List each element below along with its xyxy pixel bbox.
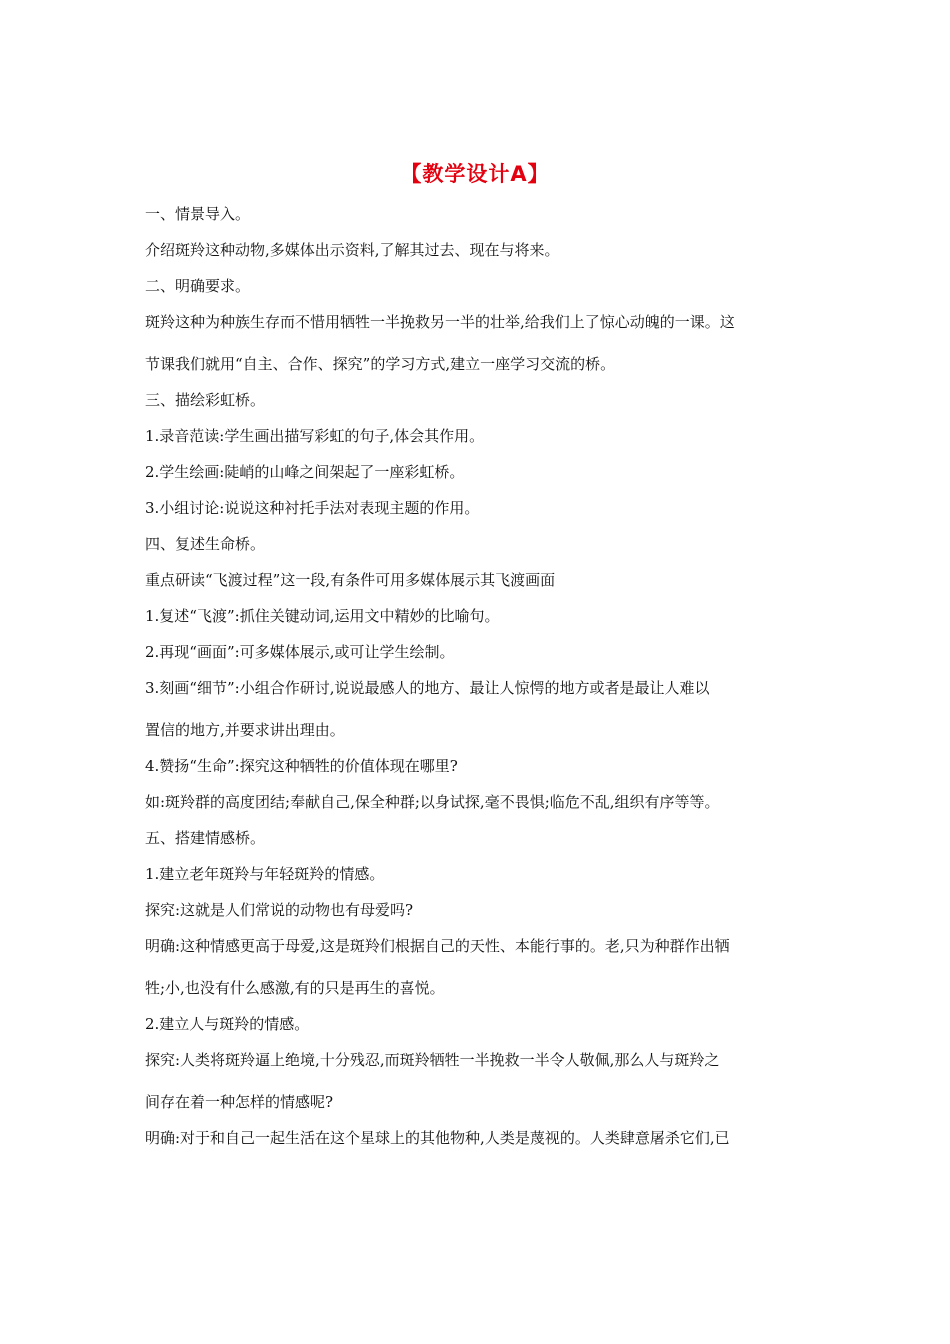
- paragraph: 五、搭建情感桥。: [145, 829, 266, 847]
- paragraph-line: 斑羚这种为种族生存而不惜用牺牲一半挽救另一半的壮举,给我们上了惊心动魄的一课。这: [145, 313, 735, 331]
- paragraph: 2.学生绘画:陡峭的山峰之间架起了一座彩虹桥。: [145, 463, 465, 481]
- paragraph: 四、复述生命桥。: [145, 535, 266, 553]
- paragraph: 1.复述“飞渡”:抓住关键动词,运用文中精妙的比喻句。: [145, 607, 500, 625]
- paragraph-line: 明确:这种情感更高于母爱,这是斑羚们根据自己的天性、本能行事的。老,只为种群作出牺: [145, 937, 730, 955]
- paragraph: 探究:这就是人们常说的动物也有母爱吗?: [145, 901, 414, 919]
- document-title: 【教学设计A】: [400, 162, 550, 186]
- paragraph: 三、描绘彩虹桥。: [145, 391, 266, 409]
- paragraph-line: 牲;小,也没有什么感激,有的只是再生的喜悦。: [145, 979, 445, 997]
- paragraph: 1.建立老年斑羚与年轻斑羚的情感。: [145, 865, 385, 883]
- paragraph: 一、情景导入。: [145, 205, 251, 223]
- paragraph: 2.再现“画面”:可多媒体展示,或可让学生绘制。: [145, 643, 455, 661]
- paragraph-line: 置信的地方,并要求讲出理由。: [145, 721, 345, 739]
- paragraph-line: 节课我们就用“自主、合作、探究”的学习方式,建立一座学习交流的桥。: [145, 355, 616, 373]
- paragraph: 3.小组讨论:说说这种衬托手法对表现主题的作用。: [145, 499, 480, 517]
- paragraph-line: 间存在着一种怎样的情感呢?: [145, 1093, 334, 1111]
- paragraph: [145, 1042, 815, 1120]
- paragraph: 1.录音范读:学生画出描写彩虹的句子,体会其作用。: [145, 427, 485, 445]
- paragraph: 明确:对于和自己一起生活在这个星球上的其他物种,人类是蔑视的。人类肆意屠杀它们,已: [145, 1129, 730, 1147]
- paragraph: [145, 304, 815, 382]
- paragraph-line: 3.刻画“细节”:小组合作研讨,说说最感人的地方、最让人惊愕的地方或者是最让人难以: [145, 679, 710, 697]
- paragraph: [145, 928, 815, 1006]
- paragraph: 重点研读“飞渡过程”这一段,有条件可用多媒体展示其飞渡画面: [145, 571, 556, 589]
- paragraph: 二、明确要求。: [145, 277, 251, 295]
- paragraph: [145, 670, 815, 748]
- paragraph: 如:斑羚群的高度团结;奉献自己,保全种群;以身试探,毫不畏惧;临危不乱,组织有序等等。: [145, 793, 720, 811]
- paragraph: 介绍斑羚这种动物,多媒体出示资料,了解其过去、现在与将来。: [145, 241, 560, 259]
- paragraph: 4.赞扬“生命”:探究这种牺牲的价值体现在哪里?: [145, 757, 458, 775]
- paragraph: 2.建立人与斑羚的情感。: [145, 1015, 310, 1033]
- paragraph-line: 探究:人类将斑羚逼上绝境,十分残忍,而斑羚牺牲一半挽救一半令人敬佩,那么人与斑羚之: [145, 1051, 720, 1069]
- document-body: [145, 196, 815, 1156]
